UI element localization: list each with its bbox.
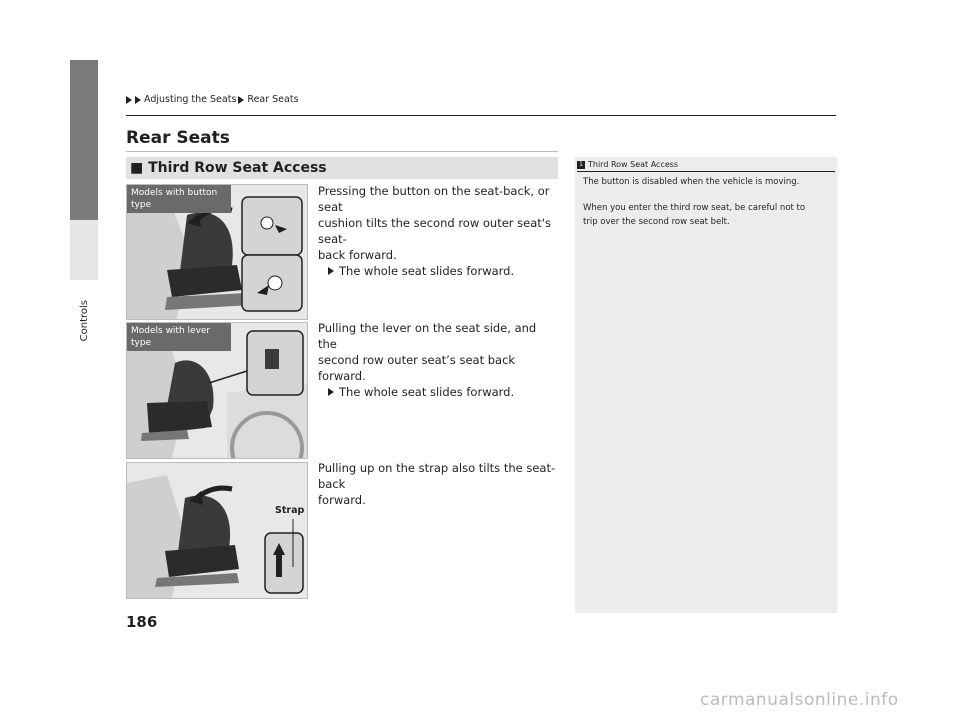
note-paragraph-2b: trip over the second row seat belt. (583, 217, 730, 227)
result-arrow-icon (328, 388, 334, 396)
step-2-result-text: The whole seat slides forward. (339, 385, 515, 399)
figure-tag-line2: type (131, 338, 152, 348)
step-3-line2: forward. (318, 493, 366, 507)
figure-tag-line1: Models with lever (131, 326, 211, 336)
breadcrumb-item-adjusting-seats[interactable]: Adjusting the Seats (144, 94, 237, 105)
section-bullet: ■ (130, 160, 144, 176)
section-title (130, 160, 327, 176)
title-rule (126, 151, 558, 152)
note-paragraph-2a: When you enter the third row seat, be careful not to (583, 203, 806, 213)
breadcrumb (126, 94, 299, 105)
step-1 (318, 183, 558, 279)
step-1-line1: Pressing the button on the seat-back, or seat (318, 184, 550, 214)
figure-tag (127, 323, 231, 351)
figure-lever-type (126, 322, 308, 459)
figure-tag (127, 185, 231, 213)
step-1-result-text: The whole seat slides forward. (339, 264, 515, 278)
breadcrumb-item-rear-seats[interactable]: Rear Seats (247, 94, 299, 105)
step-3 (318, 460, 558, 508)
side-tab-lower (70, 220, 98, 280)
result-arrow-icon (328, 267, 334, 275)
figure-button-type (126, 184, 308, 320)
header-rule (126, 115, 836, 116)
step-1-line3: back forward. (318, 248, 397, 262)
note-rule (577, 171, 835, 172)
breadcrumb-arrow-icon (126, 96, 132, 104)
breadcrumb-arrow-icon (135, 96, 141, 104)
figure-tag-line2: type (131, 200, 152, 210)
seat-illustration (127, 463, 307, 598)
step-3-line1: Pulling up on the strap also tilts the seat-back (318, 461, 556, 491)
note-icon: 1 (577, 161, 585, 169)
side-tab-label: Controls (79, 300, 90, 342)
section-title-text: Third Row Seat Access (148, 160, 327, 176)
side-tab (70, 60, 98, 220)
step-1-line2: cushion tilts the second row outer seat's seat- (318, 216, 551, 246)
figure-strap (126, 462, 308, 599)
note-paragraph-1: The button is disabled when the vehicle is moving. (583, 177, 800, 187)
strap-label: Strap (275, 505, 305, 516)
watermark: carmanualsonline.info (700, 690, 899, 710)
figure-tag-line1: Models with button (131, 188, 218, 198)
page-number: 186 (126, 613, 158, 631)
step-2-result (318, 384, 558, 400)
step-2-line1: Pulling the lever on the seat side, and the (318, 321, 537, 351)
page-title: Rear Seats (126, 128, 230, 148)
breadcrumb-arrow-icon (238, 96, 244, 104)
step-2 (318, 320, 558, 400)
step-2-line2: second row outer seat’s seat back forward. (318, 353, 516, 383)
note-header (577, 160, 678, 169)
note-title: Third Row Seat Access (588, 160, 679, 169)
step-1-result (318, 263, 558, 279)
